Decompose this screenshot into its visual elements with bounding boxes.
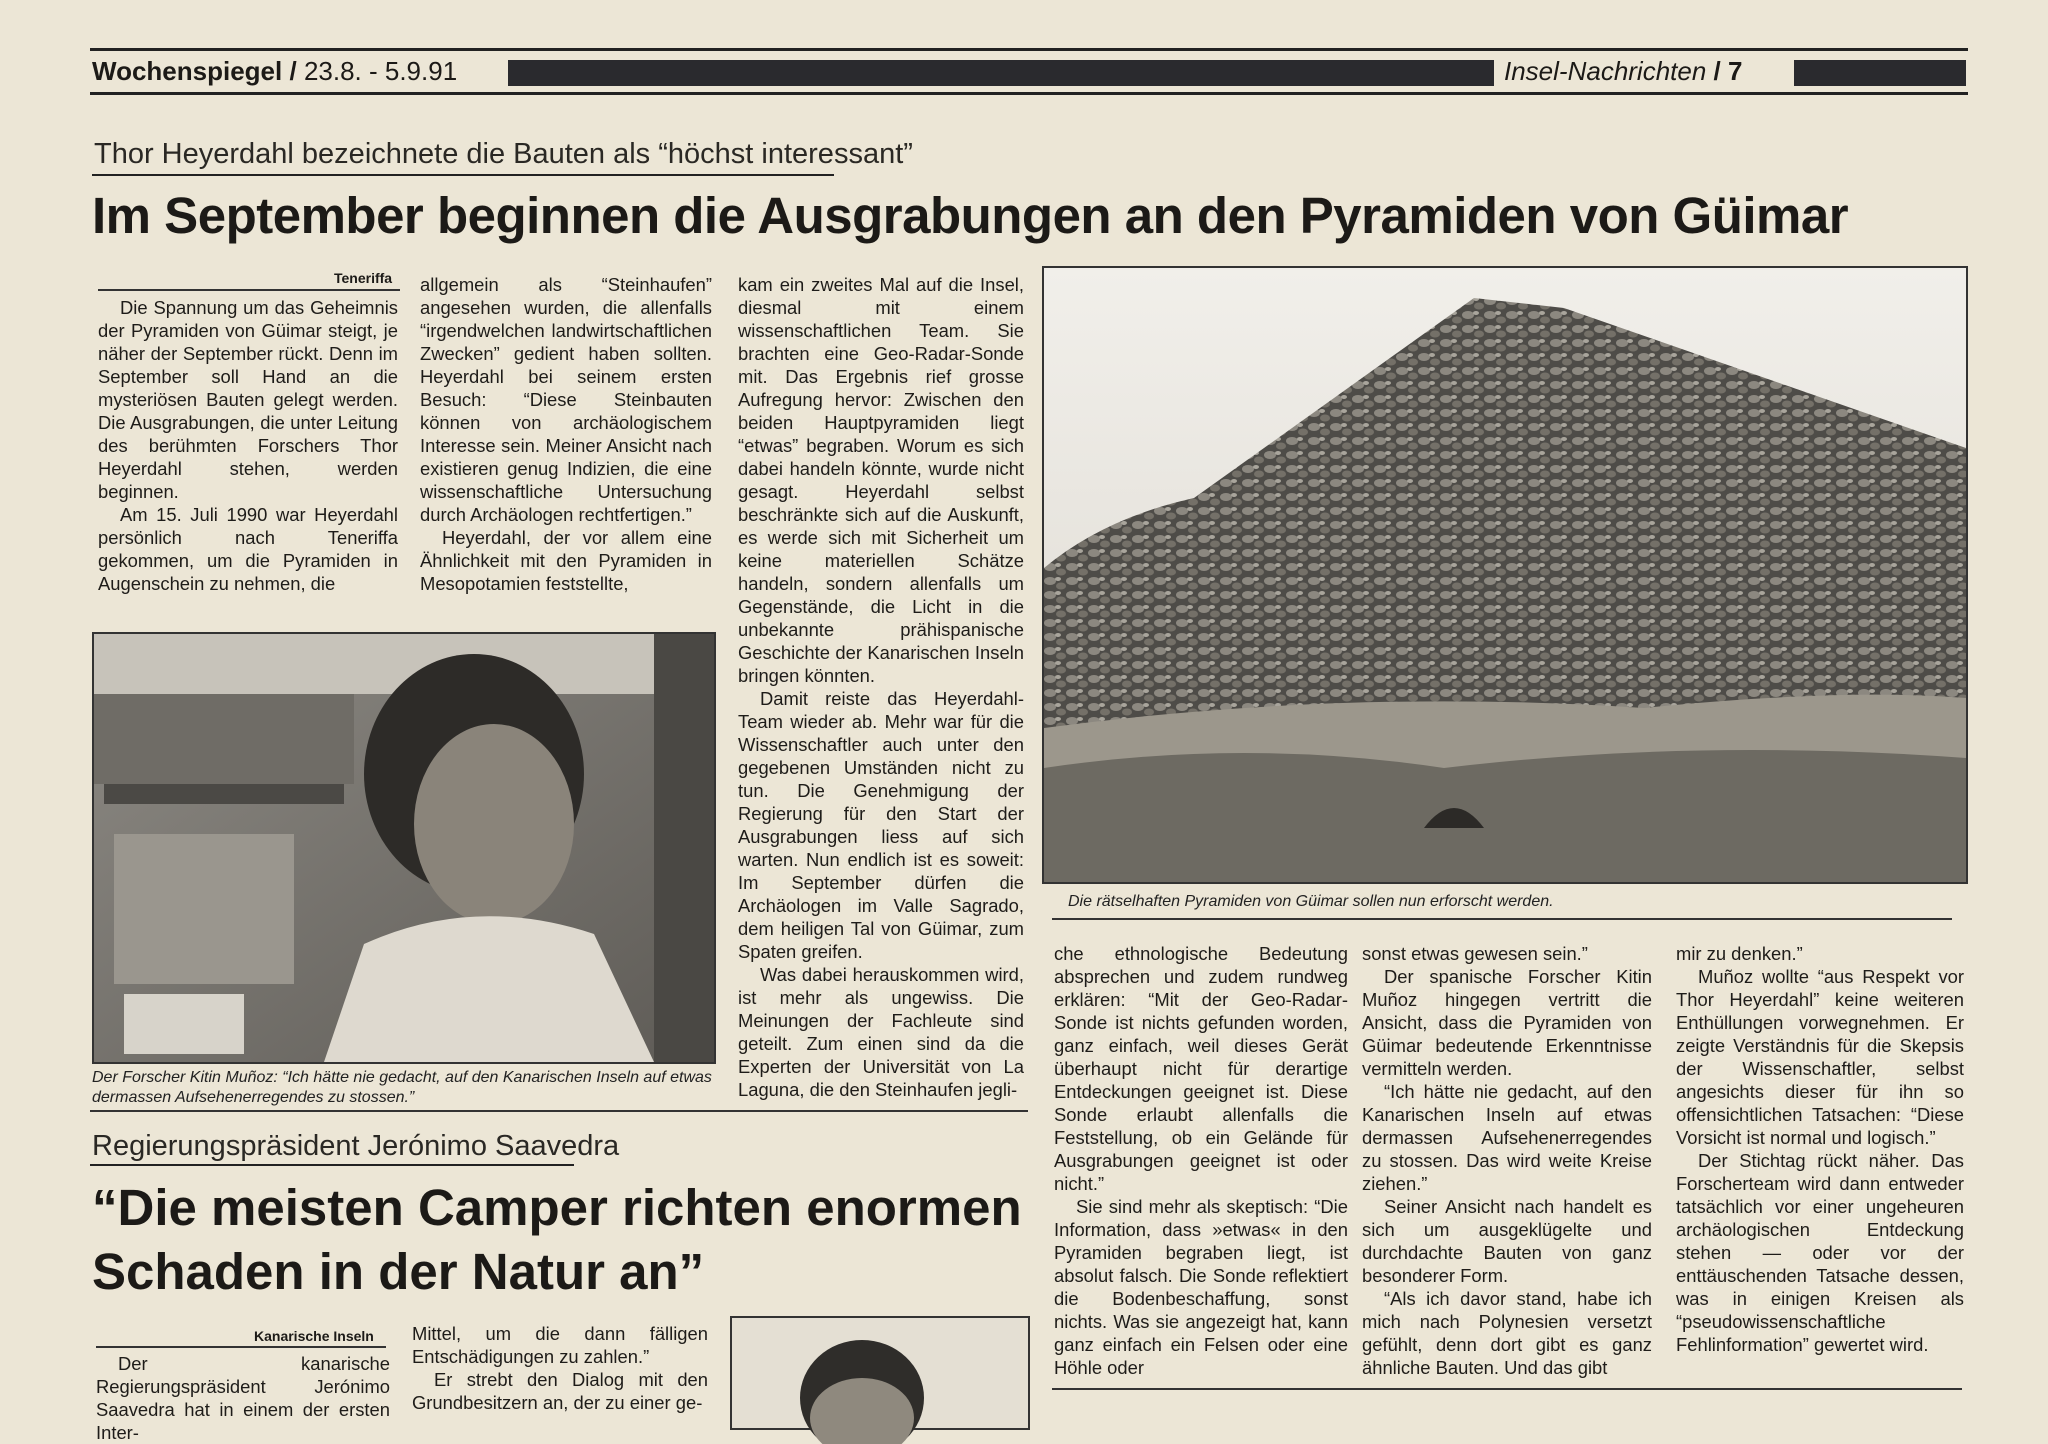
header-right (1504, 56, 1742, 87)
article1-bottom-rule (1052, 1388, 1962, 1390)
header-bar-right (1794, 60, 1966, 86)
paragraph: “Als ich davor stand, habe ich mich nach Polynesien versetzt gefühlt, denn dort gibt es ganz ähnliche Bauten. Und das gibt (1362, 1288, 1652, 1378)
paragraph: Am 15. Juli 1990 war Heyerdahl persönlich nach Teneriffa gekommen, um die Pyramiden in Augenschein zu nehmen, die (98, 504, 398, 594)
article1-column-3 (738, 273, 1024, 1101)
paragraph: Der Stichtag rückt näher. Das Forscherteam wird dann entweder tatsächlich vor einer ungeheuren archäologischen Entdeckung stehen — oder vor der enttäuschenden Tatsache dessen, was in einigen Kreisen als “pseudowissenschaftliche Fehlinformation” gewertet wird. (1676, 1150, 1964, 1355)
paragraph: che ethnologische Bedeutung absprechen und zudem rundweg erklären: “Mit der Geo-Radar-Sonde ist nichts gefunden worden, ganz einfach, weil dieses Gerät überhaupt nicht für derartige Entdeckungen geeignet ist. Diese Sonde erlaubt allenfalls die Feststellung, ob ein Gelände für Ausgrabungen geeignet ist oder nicht.” (1054, 943, 1348, 1194)
article1-column-5 (1362, 942, 1652, 1379)
article2-headline (92, 1176, 1022, 1304)
article1-headline: Im September beginnen die Ausgrabungen an den Pyramiden von Güimar (92, 187, 1849, 244)
paragraph: Heyerdahl, der vor allem eine Ähnlichkeit mit den Pyramiden in Mesopotamien feststellte, (420, 527, 712, 594)
article2-headline-line1: “Die meisten Camper richten enormen (92, 1179, 1022, 1236)
article2-headline-line2: Schaden in der Natur an” (92, 1243, 705, 1300)
header-rule-bottom (90, 92, 1968, 95)
header-left (92, 56, 457, 87)
article2-location: Kanarische Inseln (254, 1328, 374, 1344)
paragraph: Seiner Ansicht nach handelt es sich um ausgeklügelte und durchdachte Bauten von ganz besonderer Form. (1362, 1196, 1652, 1286)
paragraph: sonst etwas gewesen sein.” (1362, 943, 1588, 964)
paragraph: kam ein zweites Mal auf die Insel, diesmal mit einem wissenschaftlichen Team. Sie brachten eine Geo-Radar-Sonde mit. Das Ergebnis rief grosse Aufregung hervor: Zwischen den beiden Hauptpyramiden liegt “etwas” begraben. Worum es sich dabei handeln könnte, wurde nicht gesagt. Heyerdahl selbst beschränkte sich auf die Auskunft, es werde sich mit Sicherheit um keine materiellen Schätze handeln, sondern allenfalls um Gegenstände, die Licht in die unbekannte prähispanische Geschichte der Kanarischen Inseln bringen könnten. (738, 274, 1024, 686)
article2-kicker: Regierungspräsident Jerónimo Saavedra (92, 1130, 620, 1162)
article2-column-1 (96, 1352, 390, 1443)
article1-location-rule (98, 289, 400, 291)
article1-column-1 (98, 296, 398, 595)
article1-column-2 (420, 273, 712, 595)
paragraph: “Ich hätte nie gedacht, auf den Kanarischen Inseln auf etwas dermassen Aufsehenerregendes zu stossen. Das wird weite Kreise ziehen.” (1362, 1081, 1652, 1194)
pyramid-caption: Die rätselhaften Pyramiden von Güimar sollen nun erforscht werden. (1068, 893, 1554, 910)
pyramid-photo (1042, 266, 1968, 884)
paragraph: Der spanische Forscher Kitin Muñoz hingegen vertritt die Ansicht, dass die Pyramiden von Güimar bedeutende Erkenntnisse vermitteln werden. (1362, 966, 1652, 1079)
header-separator: / (289, 56, 297, 86)
paragraph: Was dabei herauskommen wird, ist mehr als ungewiss. Die Meinungen der Fachleute sind geteilt. Zum einen sind da die Experten der Universität von La Laguna, die den Steinhaufen jegli- (738, 964, 1024, 1100)
article1-column-6 (1676, 942, 1964, 1356)
paragraph: mir zu denken.” (1676, 943, 1803, 964)
paragraph: Er strebt den Dialog mit den Grundbesitzern an, der zu einer ge- (412, 1369, 708, 1413)
article1-column-4 (1054, 942, 1348, 1379)
article2-column-2 (412, 1322, 708, 1420)
article-separator (90, 1110, 1028, 1112)
page-number: 7 (1728, 56, 1743, 86)
caption-rule (1052, 918, 1952, 920)
saavedra-photo (730, 1316, 1030, 1430)
header-separator-right: / (1713, 56, 1721, 86)
paragraph: Sie sind mehr als skeptisch: “Die Information, dass »etwas« in den Pyramiden begraben liegt, ist absolut falsch. Die Sonde reflektiert die Bodenbeschaffung, sonst nichts. Was sie angezeigt hat, kann ganz einfach ein Felsen oder eine Höhle oder (1054, 1196, 1348, 1378)
portrait-caption: Der Forscher Kitin Muñoz: “Ich hätte nie gedacht, auf den Kanarischen Inseln auf etwas dermassen Aufsehenerregendes zu stossen.” (92, 1069, 712, 1106)
paragraph: Muñoz wollte “aus Respekt vor Thor Heyerdahl” keine weiteren Enthüllungen vorwegnehmen. Er zeigte Verständnis für die Skepsis der Wissenschaftler, selbst angesichts dieser für ihn so offensichtlichen Tatsachen: “Diese Vorsicht ist normal und logisch.” (1676, 966, 1964, 1148)
publication-name: Wochenspiegel (92, 56, 283, 86)
article1-location: Teneriffa (334, 270, 393, 286)
article2-location-rule (96, 1346, 386, 1348)
portrait-photo (92, 632, 716, 1064)
paragraph: Mittel, um die dann fälligen Entschädigungen zu zahlen.” (412, 1323, 708, 1367)
header-bar-left (508, 60, 1494, 86)
paragraph: allgemein als “Steinhaufen” angesehen wurden, die allenfalls “irgendwelchen landwirtschaftlichen Zwecken” gedient haben sollten. Heyerdahl bei seinem ersten Besuch: “Diese Steinbauten können von archäologischem Interesse sein. Meiner Ansicht nach existieren genug Indizien, die eine wissenschaftliche Untersuchung durch Archäologen rechtfertigen.” (420, 274, 712, 525)
paragraph: Die Spannung um das Geheimnis der Pyramiden von Güimar steigt, je näher der September rückt. Denn im September soll Hand an die mysteriösen Bauten gelegt werden. Die Ausgrabungen, die unter Leitung des berühmten Forschers Thor Heyerdahl stehen, werden beginnen. (98, 297, 398, 502)
paragraph: Damit reiste das Heyerdahl-Team wieder ab. Mehr war für die Wissenschaftler auch unter den gegebenen Umständen nicht zu tun. Die Genehmigung der Regierung für den Start der Ausgrabungen liess auf sich warten. Nun endlich ist es soweit: Im September dürfen die Archäologen im Valle Sagrado, dem heiligen Tal von Güimar, zum Spaten greifen. (738, 688, 1024, 962)
issue-date: 23.8. - 5.9.91 (303, 56, 458, 86)
section-name: Insel-Nachrichten (1504, 56, 1707, 86)
header-rule-top (90, 48, 1968, 51)
article1-kicker: Thor Heyerdahl bezeichnete die Bauten als “höchst interessant” (94, 138, 913, 170)
paragraph: Der kanarische Regierungspräsident Jerónimo Saavedra hat in einem der ersten Inter- (96, 1353, 390, 1443)
article1-kicker-underline (92, 174, 834, 176)
article2-kicker-underline (90, 1164, 574, 1166)
